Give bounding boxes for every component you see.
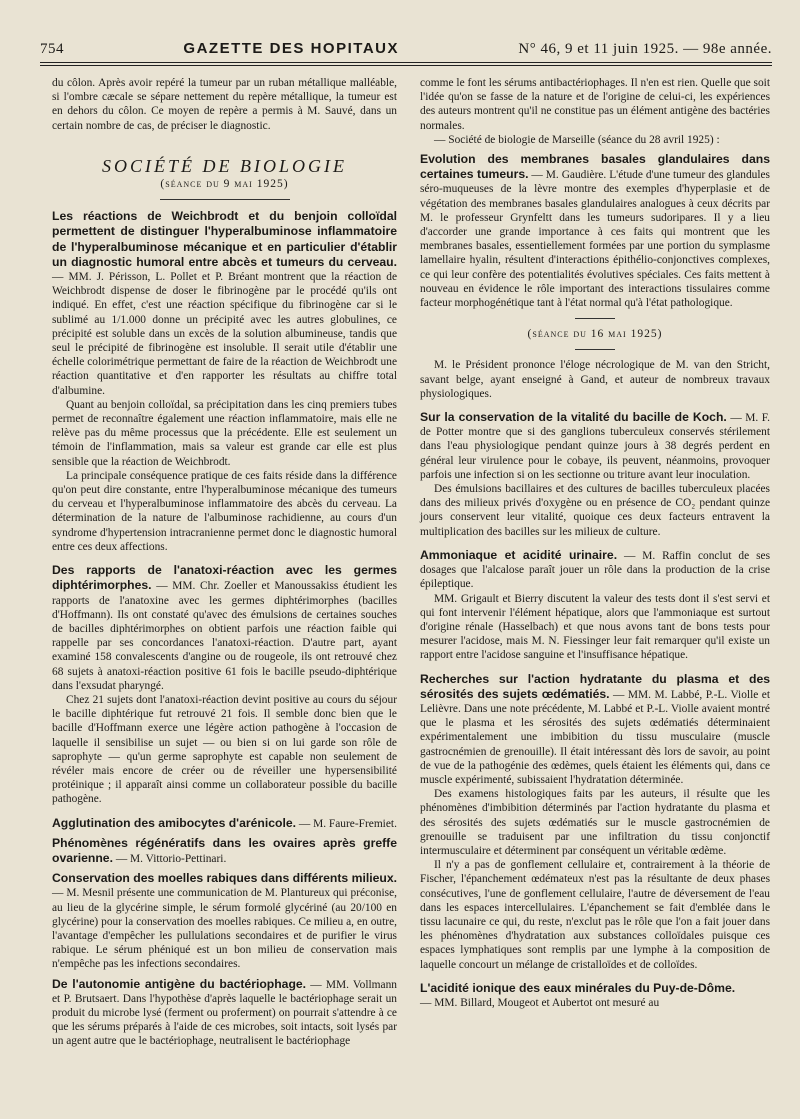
article-title: Sur la conservation de la vitalité du bacille de Koch. [420,410,727,425]
society-title: SOCIÉTÉ DE BIOLOGIE [102,155,347,176]
page-number: 754 [40,41,64,57]
article-body: — M. Faure-Fremiet. [296,817,397,830]
article-body: — MM. Billard, Mougeot et Aubertot ont mesuré au [420,996,660,1009]
article-weichbrodt [52,209,397,398]
article-title: Les réactions de Weichbrodt et du benjoin colloïdal permettent de distinguer l'hyperalbuminose inflammatoire de l'hyperalbuminose mécanique et en particulier d'établir un diagnostic humoral entre abcès et tumeurs du cerveau. [52,209,397,269]
article-body: — MM. Vollmann et P. Brutsaert. Dans l'hypothèse d'après laquelle le bactériophage serait un produit du microbe lysé (ferment ou proferment) on pourrait s'attendre à ce que les sérums préparés à l'aide de ces microbes, soit intacts, soit lysés par un agent autre que le bactériophage, neutralisent le bactériophage [52,978,397,1048]
society-session: (séance du 9 mai 1925) [160,178,289,191]
article-body: — M. Vittorio-Pettinari. [112,852,227,865]
paragraph: Il n'y a pas de gonflement cellulaire et, contrairement à la théorie de Fischer, l'épanchement œdémateux n'est pas la résultante de deux phases consécutives, l'une de gonflement cellulaire, l'autre de déversement de l'eau dans les espaces intercellulaires. L'épanchement se fait d'emblée dans le tissu lacunaire ce qui, du reste, n'exclut pas le rôle que l'on a fait jouer dans les phénomènes d'hydratation aux substances colloïdales puisque ces espaces lymphatiques sont remplis par une lymphe à la composition de laquelle concourt un mélange de cristalloïdes et de colloïdes. [420,859,770,971]
intro-paragraph: du côlon. Après avoir repéré la tumeur par un ruban métallique malléable, si l'ombre cæcale se sépare nettement du repère métallique, la tumeur est en dehors du côlon. Ce moyen de repère a permis à M. Sauvé, dans un certain nombre de cas, de préciser le diagnostic. [52,77,397,132]
article-title: De l'autonomie antigène du bactériophage. [52,976,307,991]
paragraph: La principale conséquence pratique de ces faits réside dans la différence qu'on peut dire constante, entre l'hyperalbuminose mécanique des tumeurs du cerveau et l'hyperalbuminose inflammatoire des abcès du cerveau. La détermination de la nature de l'albuminose rachidienne, au cours d'un syndrome d'hypertension intracranienne permet donc le diagnostic humoral entre ces deux affections. [52,469,397,553]
eloge-paragraph: M. le Président prononce l'éloge nécrologique de M. van den Stricht, savant belge, ayant enseigné à Gand, et auteur de nombreux travaux physiologiques. [420,359,770,400]
article-membranes [420,152,770,310]
article-body: — M. Gaudière. L'étude d'une tumeur des glandules séro-muqueuses de la lèvre montre des exemples d'hyperplasie et de végétation des membranes basales glandulaires analogues à ceux décrits par M. le professeur Grynfeltt dans les tumeurs sudoripares. Il y a lieu d'accorder une grande importance à ces faits qui montrent que les membranes basales, essentiellement formées par une portion du symplasme lamellaire hyalin, résultent d'interactions épithélio-conjonctives complexes, ce qui leur confère des potentialités évolutives spéciales. Ces faits mettent à nouveau en évidence le rôle important des interactions tissulaires comme facteur morphogénétique tant à l'état normal qu'à l'état pathologique. [420,169,770,310]
page-header [40,40,772,58]
article-body: — MM. M. Labbé, P.-L. Violle et Lelièvre. Dans une note précédente, M. Labbé et P.-L. Violle avaient montré que le plasma et les sérosités des sujets œdématiés déterminaient expérimentalement une imbibition du tissu musculaire (muscle gastrocnémien de grenouille). Il était intéressant dès lors de savoir, au point de vue de la pathogénie des œdèmes, quels étaient les éléments qui, dans ce muscle expérimenté, subissaient l'hydratation déterminée. [420,688,770,786]
issue-info: N° 46, 9 et 11 juin 1925. — 98e année. [518,41,772,57]
article-title-acidite [420,981,770,996]
article-moelles [52,871,397,971]
article-hydratante [420,672,770,788]
article-title: Ammoniaque et acidité urinaire. [420,547,618,562]
article-body: — MM. J. Périsson, L. Pollet et P. Bréant montrent que la réaction de Weichbrodt dispense de doser le fibrinogène par le procédé qu'ils ont indiqué. En effet, c'est une réaction spécifique du fibrinogène car si le sublimé au 1/1.000 donne un précipité avec les autres globulines, ce précipité est soluble dans un excès de la solution albumineuse, tandis que seul le précipité de fibrinogène est insoluble. Il serait utile d'établir une échelle colorimétrique permettant de faire de la réaction de Weichbrodt une réaction quantitative et d'en rapporter les résultats au chiffre total d'albumine. [52,271,397,397]
paragraph: Chez 21 sujets dont l'anatoxi-réaction devint positive au cours du séjour le bacille diphtérique fut retrouvé 21 fois. Il semble donc bien que le bacille d'Hoffmann exerce une légère action pathogène à l'occasion de laquelle il sensibilise un sujet — ou bien si on lui garde son rôle de saprophyte — qu'un germe saprophyte est capable non seulement de révéler mais encore de créer ou de réveiller une hypersensibilité protéinique ; il apparaît ainsi comme un collaborateur possible du bacille pathogène. [52,693,397,806]
article-title: Recherches sur l'action hydratante du plasma et des sérosités des sujets œdématiés. [420,671,770,701]
article-title: Conservation des moelles rabiques dans différents milieux. [52,871,397,886]
session-heading: (séance du 16 mai 1925) [527,328,663,341]
article-title: Phénomènes régénératifs dans les ovaires après greffe ovarienne. [52,835,397,865]
article-body: — MM. Chr. Zoeller et Manoussakiss étudient les rapports de l'anatoxine avec les germes diphtérimorphes (bacilles d'Hoffmann). Ils ont constaté qu'avec des émulsions de certaines souches de bacilles diphtérimorphes on obtient parfois une réaction faible qui rappelle par ses concordances l'anatoxi-réaction. D'autre part, ayant examiné 158 convalescents d'angine ou de rougeole, ils ont retrouvé chez 68 sujets à anatoxi-réaction positive 61 fois le bacille pseudo-diphtérique dans l'exsudat pharyngé. [52,580,397,692]
article-ovaires [52,836,397,866]
article-amibocytes [52,816,397,831]
continuation-paragraph: comme le font les sérums antibactériophages. Il n'en est rien. Quelle que soit l'idée qu'on se fasse de la nature et de l'origine de celui-ci, les expériences des auteurs montrent qu'il ne constitue pas un élément antigène des bactéries normales. [420,77,770,132]
paragraph: Des examens histologiques faits par les auteurs, il résulte que les phénomènes d'imbibition déterminés par l'action hydratante du plasma et des sérosités des sujets œdématiés sur le muscle gastrocnémien de grenouille se traduisent par une infiltration du tissu conjonctif intermusculaire et déterminent par conséquent un véritable œdème. [420,788,770,857]
article-title: Evolution des membranes basales glandulaires dans certaines tumeurs. [420,152,770,182]
article-body: — M. Mesnil présente une communication de M. Plantureux qui préconise, au lieu de la glycérine simple, le sérum formolé glycériné (au 20/100 en glycérine) pour la conservation des moelles rabiques. Ce milieu a, en outre, l'avantage d'empêcher les pullulations secondaires et de purifier le virus rabique. Le sérum phéniqué est un bon milieu de conservation mais n'empêche pas les infections secondaires. [52,887,397,971]
article-title: Des rapports de l'anatoxi-réaction avec les germes diphtérimorphes. [52,563,397,593]
article-title: Agglutination des amibocytes d'arénicole. [52,815,296,830]
article-ammoniaque [420,548,770,592]
article-body: — M. F. de Potter montre que si des ganglions tuberculeux conservés stérilement dans l'eau physiologique pendant quinze jours à 38 degrés perdent en général leur virulence pour le cobaye, ils peuvent, néanmoins, provoquer parfois une infection si on les sectionne ou triture avant leur inoculation. [420,412,770,481]
article-body: — M. Raffin conclut de ses dosages que l'alcalose paraît jouer un rôle dans la production de la crise épileptique. [420,549,770,591]
header-rule [40,62,772,63]
marseille-society: — Société de biologie de Marseille (séance du 28 avril 1925) : [434,133,720,146]
paragraph: Quant au benjoin colloïdal, sa précipitation dans les cinq premiers tubes permet de reconnaître également une réaction inflammatoire, mais elle ne relève pas du même processus que la précédente. Elle est seulement un témoin de l'inflammation, mais sa valeur est grande car elle est plus sensible que la réaction de Weichbrodt. [52,398,397,468]
header-rule-thin [40,65,772,66]
article-bacteriophage [52,977,397,1049]
paragraph: MM. Grigault et Bierry discutent la valeur des tests dont il s'est servi et qui font intervenir l'élément hépatique, alors que l'ammoniaque est surtout d'origine rénale (Hasselbach) et que nous avons tant de bons tests pour mesurer l'acidose, mais M. N. Fiessinger leur fait remarquer qu'il existe un rapport entre l'acidose sanguine et l'insuffisance hépatique. [420,592,770,662]
article-koch [420,410,770,482]
right-column [420,76,770,1010]
publication-title: GAZETTE DES HOPITAUX [183,40,399,57]
article-anatoxi [52,563,397,693]
paragraph: Des émulsions bacillaires et des cultures de bacilles tuberculeux placées dans des milieux privés d'oxygène ou en présence de CO₂ pendant quinze jours conservent leur vitalité, quoique ces deux facteurs entravent la multiplication des bacilles sur les milieux de culture. [420,483,770,538]
section-rule [575,318,615,319]
left-column [52,76,397,1049]
article-title: L'acidité ionique des eaux minérales du Puy-de-Dôme. [420,980,736,995]
section-rule [575,349,615,350]
